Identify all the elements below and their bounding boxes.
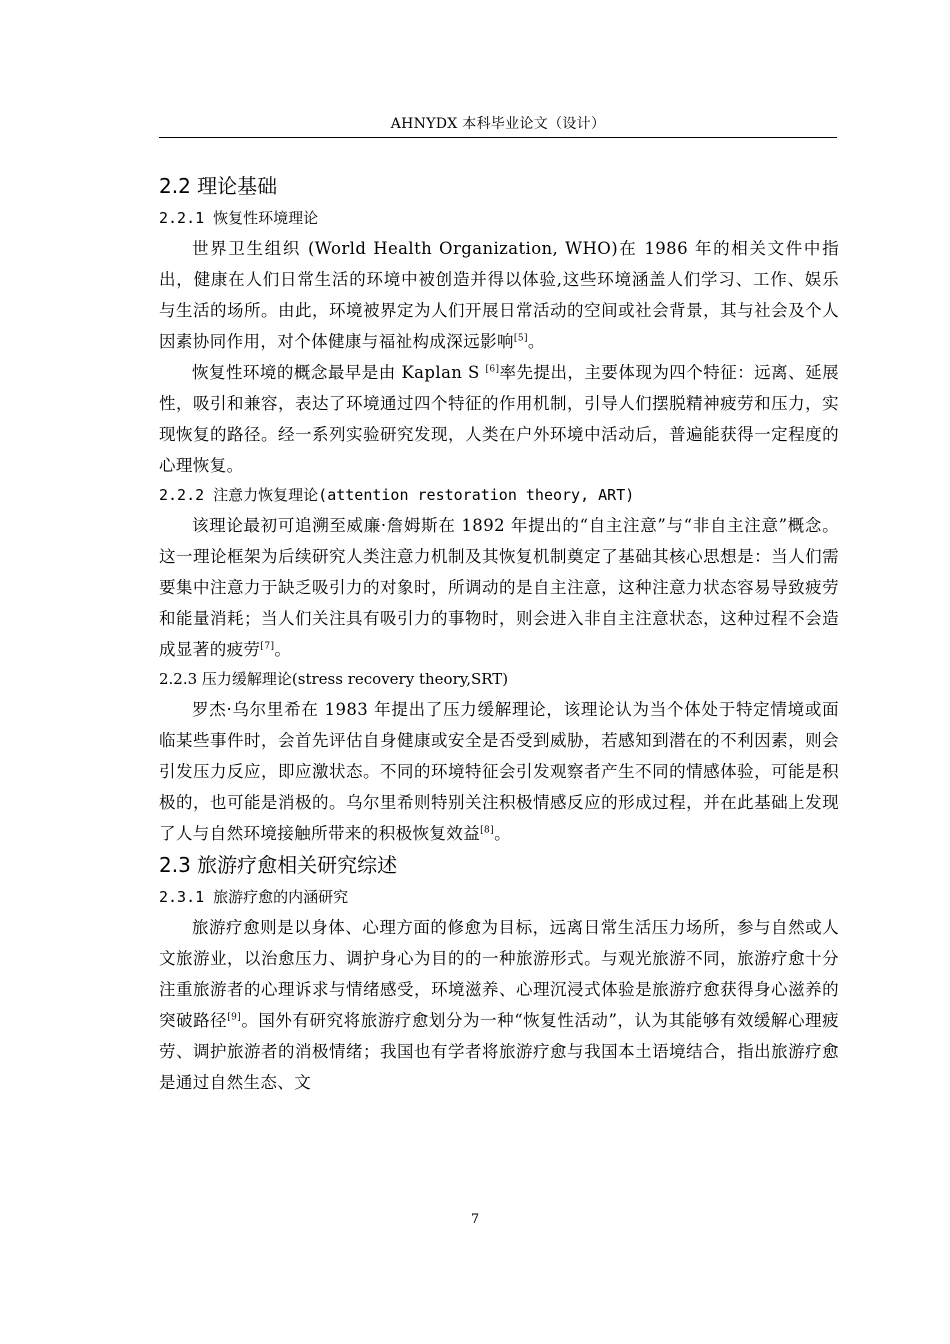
paragraph <box>159 510 839 665</box>
paragraph-text: 恢复性环境的概念最早是由 Kaplan S <box>192 363 486 382</box>
subsection-heading-2-2-3: 2.2.3 压力缓解理论(stress recovery theory,SRT) <box>159 670 509 688</box>
citation-ref: [5] <box>513 333 528 344</box>
paragraph-text: 该理论最初可追溯至威廉·詹姆斯在 1892 年提出的“自主注意”与“非自主注意”概念。这一理论框架为后续研究人类注意力机制及其恢复机制奠定了基础其核心思想是：当人们需要集中注意力于缺乏吸引力的对象时，所调动的是自主注意，这种注意力状态容易导致疲劳和能量消耗；当人们关注具有吸引力的事物时，则会进入非自主注意状态，这种过程不会造成显著的疲劳 <box>159 516 839 659</box>
paragraph-text: 。 <box>274 640 292 659</box>
subsection-heading-2-2-2: 2.2.2 注意力恢复理论(attention restoration theory, ART) <box>159 486 635 504</box>
page-number: 7 <box>470 1212 480 1227</box>
page-body <box>159 170 839 1098</box>
header-rule <box>159 137 837 138</box>
paragraph <box>159 694 839 849</box>
subsection-heading-2-2-1: 2.2.1 恢复性环境理论 <box>159 209 319 227</box>
paragraph-text: 。 <box>494 824 511 843</box>
running-header: AHNYDX 本科毕业论文（设计） <box>390 116 606 132</box>
subsection-heading-2-3-1: 2.3.1 旅游疗愈的内涵研究 <box>159 888 349 906</box>
citation-ref: [6] <box>485 364 500 375</box>
paragraph <box>159 233 839 357</box>
section-heading-2-2: 2.2 理论基础 <box>159 174 278 198</box>
paragraph <box>159 357 839 481</box>
paragraph-text: 。 <box>527 332 545 351</box>
citation-ref: [7] <box>260 641 275 652</box>
paragraph-text: 世界卫生组织 (World Health Organization, WHO)在 1986 年的相关文件中指出，健康在人们日常生活的环境中被创造并得以体验,这些环境涵盖人们学习、工作、娱乐与生活的场所。由此，环境被界定为人们开展日常活动的空间或社会背景，其与社会及个人因素协同作用，对个体健康与福祉构成深远影响 <box>159 239 839 351</box>
paragraph <box>159 912 839 1098</box>
section-heading-2-3: 2.3 旅游疗愈相关研究综述 <box>159 853 398 877</box>
citation-ref: [9] <box>227 1012 242 1023</box>
paragraph-text: 率先提出，主要体现为四个特征：远离、延展性，吸引和兼容，表达了环境通过四个特征的作用机制，引导人们摆脱精神疲劳和压力，实现恢复的路径。经一系列实验研究发现，人类在户外环境中活动后，普遍能获得一定程度的心理恢复。 <box>159 363 839 475</box>
paragraph-text: 。国外有研究将旅游疗愈划分为一种“恢复性活动”，认为其能够有效缓解心理疲劳、调护旅游者的消极情绪；我国也有学者将旅游疗愈与我国本土语境结合，指出旅游疗愈是通过自然生态、文 <box>159 1011 839 1092</box>
paragraph-text: 罗杰·乌尔里希在 1983 年提出了压力缓解理论，该理论认为当个体处于特定情境或面临某些事件时，会首先评估自身健康或安全是否受到威胁，若感知到潜在的不利因素，则会引发压力反应，即应激状态。不同的环境特征会引发观察者产生不同的情感体验，可能是积极的，也可能是消极的。乌尔里希则特别关注积极情感反应的形成过程，并在此基础上发现了人与自然环境接触所带来的积极恢复效益 <box>159 700 839 843</box>
citation-ref: [8] <box>480 825 495 836</box>
paragraph-text: 旅游疗愈则是以身体、心理方面的修愈为目标，远离日常生活压力场所，参与自然或人文旅游业，以治愈压力、调护身心为目的的一种旅游形式。与观光旅游不同，旅游疗愈十分注重旅游者的心理诉求与情绪感受，环境滋养、心理沉浸式体验是旅游疗愈获得身心滋养的突破路径 <box>159 918 839 1030</box>
